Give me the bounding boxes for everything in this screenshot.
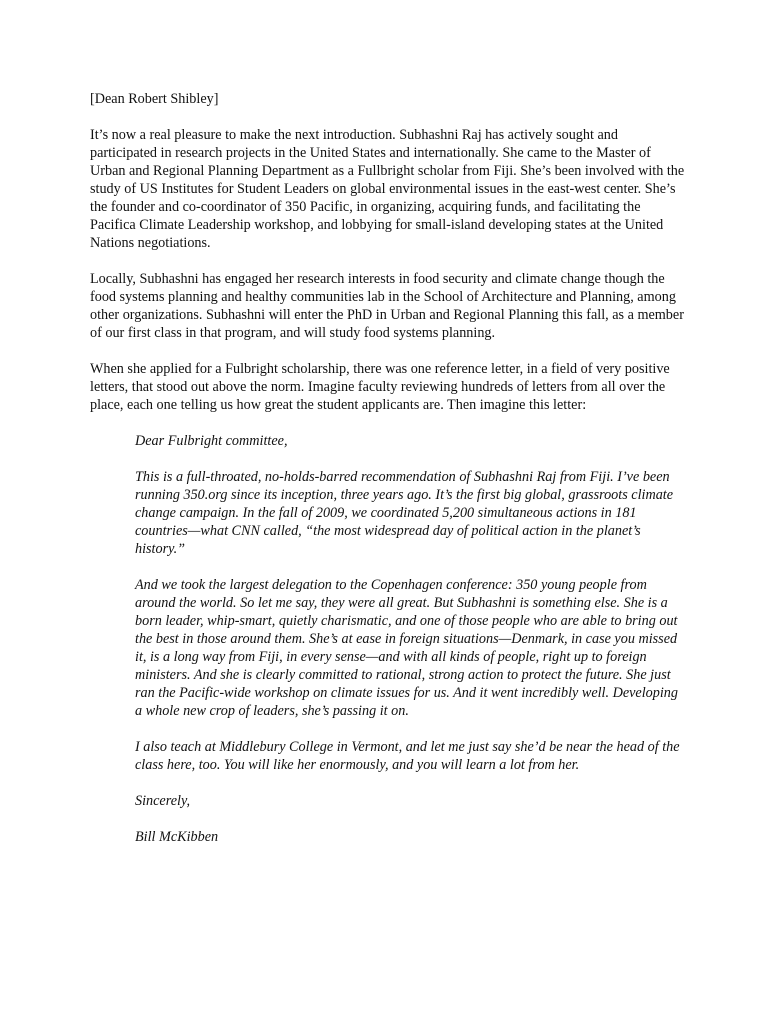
letter-salutation: Dear Fulbright committee, xyxy=(135,433,288,449)
document-page xyxy=(90,90,688,864)
letter-paragraph-3: I also teach at Middlebury College in Vermont, and let me just say she’d be near the head of the class here, too. You will like her enormously, and you will learn a lot from her. xyxy=(135,739,680,773)
quoted-letter xyxy=(135,432,688,846)
speaker-note: [Dean Robert Shibley] xyxy=(90,91,219,107)
intro-paragraph: It’s now a real pleasure to make the next introduction. Subhashni Raj has actively sought and participated in research projects in the United States and internationally. She came to the Master of Urban and Regional Planning Department as a Fullbright scholar from Fiji. She’s been involved with the study of US Institutes for Student Leaders on global environmental issues in the east-west center. She’s the founder and co-coordinator of 350 Pacific, in organizing, acquiring funds, and facilitating the Pacifica Climate Leadership workshop, and lobbying for small-island developing states at the United Nations negotiations. xyxy=(90,127,685,251)
reference-letter-paragraph: When she applied for a Fulbright scholarship, there was one reference letter, in a field of very positive letters, that stood out above the norm. Imagine faculty reviewing hundreds of letters from all over the place, each one telling us how great the student applicants are. Then imagine this letter: xyxy=(90,361,670,413)
local-research-paragraph: Locally, Subhashni has engaged her research interests in food security and climate change though the food systems planning and healthy communities lab in the School of Architecture and Planning, among other organizations. Subhashni will enter the PhD in Urban and Regional Planning this fall, as a member of our first class in that program, and will study food systems planning. xyxy=(90,271,684,341)
letter-closing: Sincerely, xyxy=(135,793,191,809)
letter-signature: Bill McKibben xyxy=(135,829,219,845)
letter-paragraph-1: This is a full-throated, no-holds-barred recommendation of Subhashni Raj from Fiji. I’ve been running 350.org since its inception, three years ago. It’s the first big global, grassroots climate change campaign. In the fall of 2009, we coordinated 5,200 simultaneous actions in 181 countries—what CNN called, “the most widespread day of political action in the planet’s history.” xyxy=(135,469,674,557)
letter-paragraph-2: And we took the largest delegation to the Copenhagen conference: 350 young people from around the world. So let me say, they were all great. But Subhashni is something else. She is a born leader, whip-smart, quietly charismatic, and one of those people who are able to bring out the best in those around them. She’s at ease in foreign situations—Denmark, in case you missed it, is a long way from Fiji, in every sense—and with all kinds of people, right up to foreign ministers. And she is clearly committed to rational, strong action to protect the future. She just ran the Pacific-wide workshop on climate issues for us. And it went incredibly well. Developing a whole new crop of leaders, she’s passing it on. xyxy=(135,577,678,719)
